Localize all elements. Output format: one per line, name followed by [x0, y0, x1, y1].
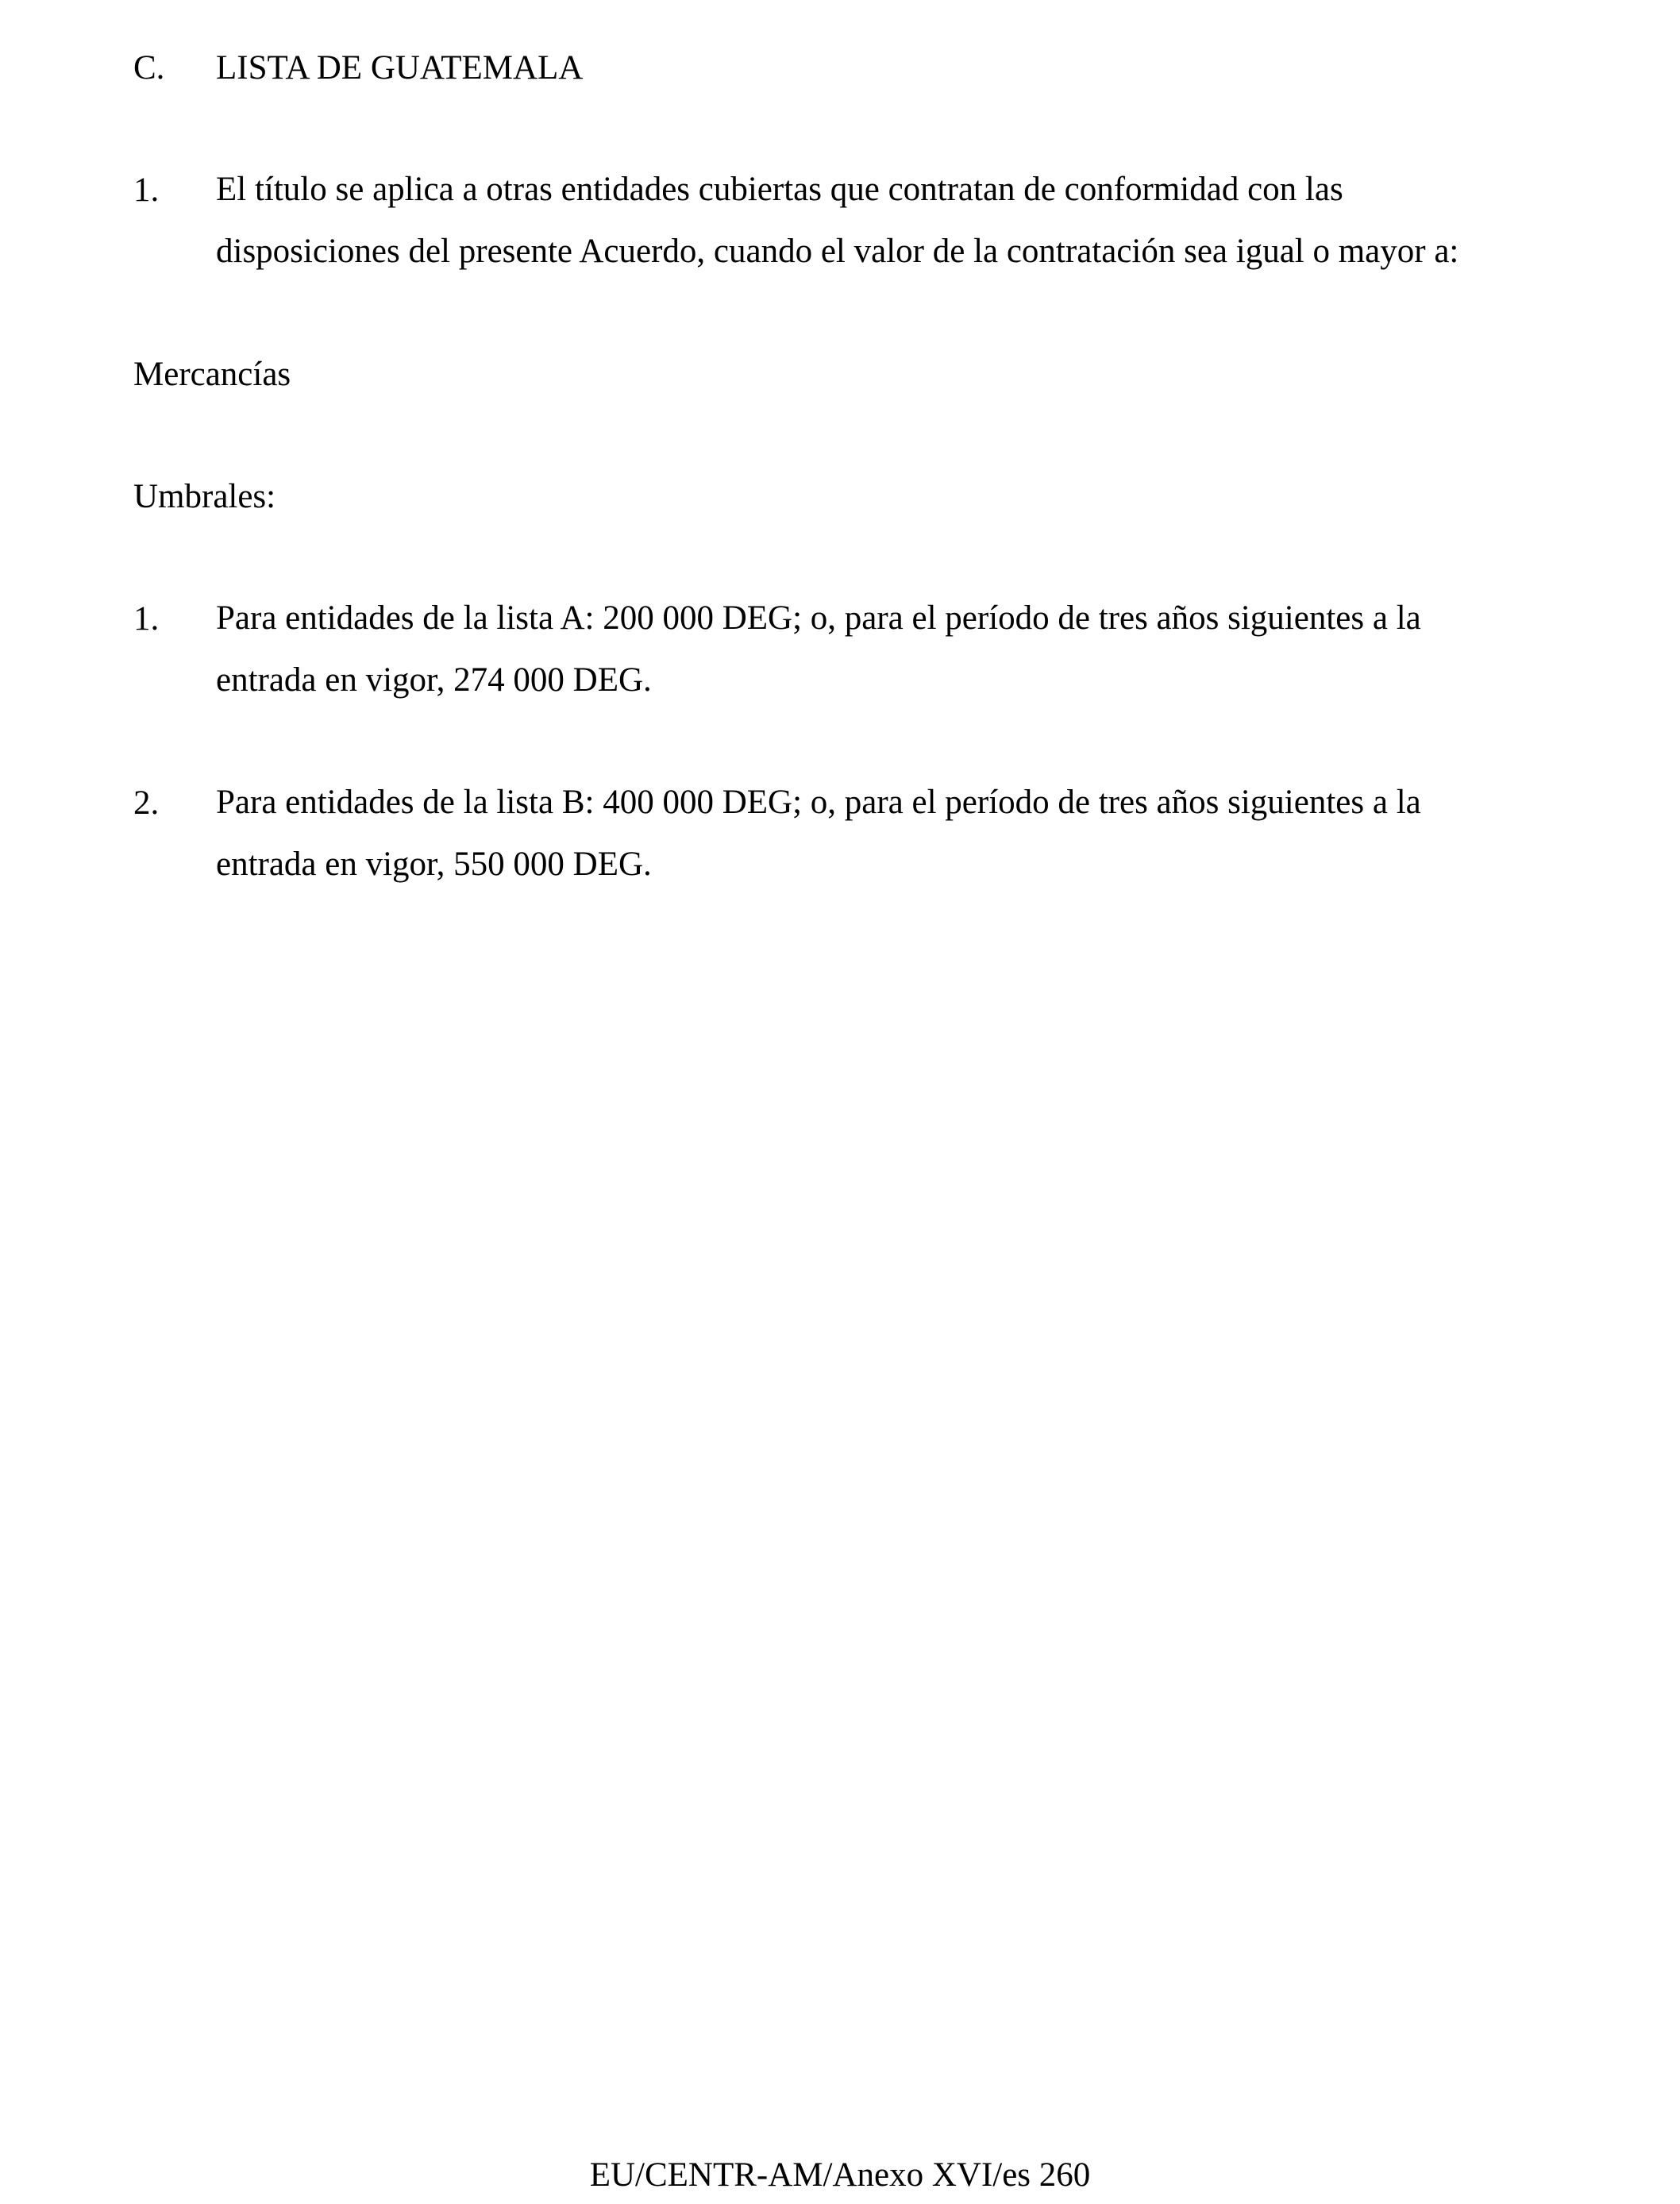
goods-heading: Mercancías [133, 356, 291, 393]
thresholds-heading: Umbrales: [133, 478, 276, 515]
section-letter: C. [133, 49, 165, 87]
threshold-1-line-2: entrada en vigor, 274 000 DEG. [216, 661, 652, 699]
threshold-1-paragraph [216, 588, 1597, 711]
threshold-2-line-2: entrada en vigor, 550 000 DEG. [216, 846, 652, 883]
intro-line-1: El título se aplica a otras entidades cubiertas que contratan de conformidad con las [216, 171, 1343, 208]
intro-number: 1. [133, 171, 160, 209]
page-footer: EU/CENTR-AM/Anexo XVI/es 260 [589, 2156, 1091, 2194]
intro-line-2: disposiciones del presente Acuerdo, cuando el valor de la contratación sea igual o mayor a: [216, 233, 1459, 270]
threshold-2-number: 2. [133, 784, 160, 822]
threshold-2-line-1: Para entidades de la lista B: 400 000 DEG; o, para el período de tres años siguientes a la [216, 784, 1421, 821]
section-title: LISTA DE GUATEMALA [216, 49, 584, 87]
intro-paragraph [216, 159, 1597, 283]
threshold-1-number: 1. [133, 600, 160, 638]
threshold-2-paragraph [216, 772, 1597, 896]
threshold-1-line-1: Para entidades de la lista A: 200 000 DEG; o, para el período de tres años siguientes a la [216, 599, 1421, 637]
